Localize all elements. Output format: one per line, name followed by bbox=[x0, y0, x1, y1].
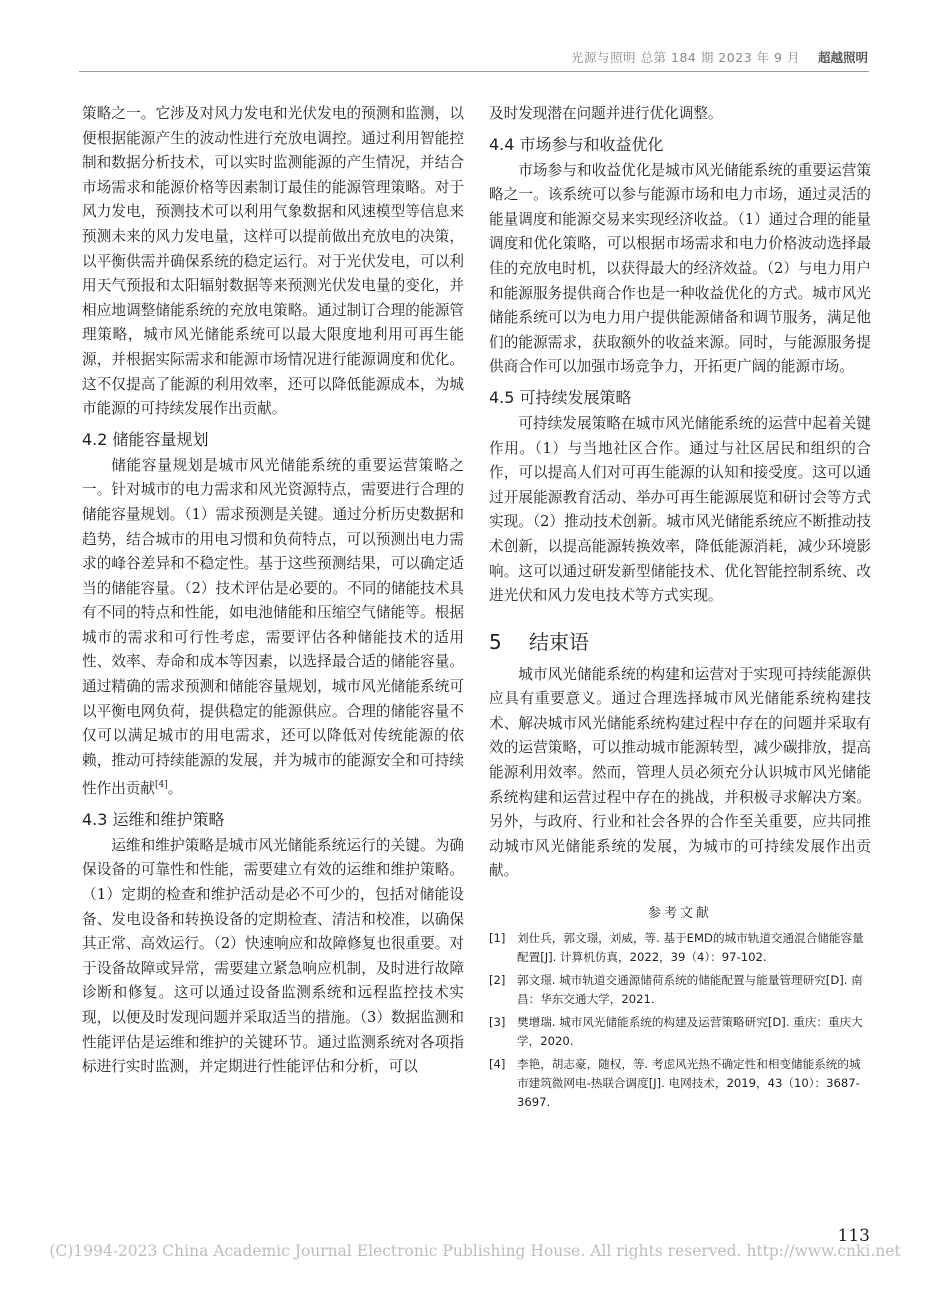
reference-number: [4] bbox=[489, 1057, 506, 1072]
paragraph-4-5: 可持续发展策略在城市风光储能系统的运营中起着关键作用。（1）与当地社区合作。通过与社区居民和组织的合作，可以提高人们对可再生能源的认知和接受度。这可以通过开展能源教育活动、举办可再生能源展览和研讨会等方式实现。（2）推动技术创新。城市风光储能系统应不断推动技术创新，以提高能源转换效率，降低能源消耗，减少环境影响。这可以通过研发新型储能技术、优化智能控制系统、改进光伏和风力发电技术等方式实现。 bbox=[489, 414, 871, 605]
header-rule bbox=[79, 71, 869, 72]
citation-4[interactable]: [4] bbox=[154, 780, 168, 791]
journal-info: 光源与照明 总第 184 期 2023 年 9 月 bbox=[571, 50, 800, 65]
references-title: 参考文献 bbox=[647, 906, 712, 922]
page-number: 113 bbox=[837, 1226, 870, 1246]
left-column bbox=[82, 102, 464, 1080]
paragraph-4-1-continued: 策略之一。它涉及对风力发电和光伏发电的预测和监测，以便根据能源产生的波动性进行充放电调控。通过利用智能控制和数据分析技术，可以实时监测能源的产生情况，并结合市场需求和能源价格等因素制订最佳的能源管理策略。对于风力发电，预测技术可以利用气象数据和风速模型等信息来预测未来的风力发电量，这样可以提前做出充放电的决策，以平衡供需并确保系统的稳定运行。对于光伏发电，可以利用天气预报和太阳辐射数据等来预测光伏发电量的变化，并相应地调整储能系统的充放电策略。通过制订合理的能源管理策略，城市风光储能系统可以最大限度地利用可再生能源，并根据实际需求和能源市场情况进行能源调度和优化。这不仅提高了能源的利用效率，还可以降低能源成本，为城市能源的可持续发展作出贡献。 bbox=[82, 105, 464, 418]
paragraph-4-2-end: 。 bbox=[167, 780, 183, 798]
reference-number: [3] bbox=[489, 1015, 506, 1030]
right-column bbox=[489, 102, 871, 1116]
reference-item bbox=[489, 1055, 871, 1112]
section-5-number: 5 bbox=[489, 629, 502, 654]
reference-text: 樊增瑞. 城市风光储能系统的构建及运营策略研究[D]. 重庆：重庆大学，2020. bbox=[517, 1015, 863, 1049]
reference-number: [1] bbox=[489, 931, 506, 946]
paragraph-4-3-continued: 及时发现潜在问题并进行优化调整。 bbox=[489, 105, 723, 122]
reference-list bbox=[489, 929, 871, 1112]
reference-text: 郭文璟. 城市轨道交通源储荷系统的储能配置与能量管理研究[D]. 南昌：华东交通大学，2021. bbox=[517, 973, 863, 1007]
paragraph-4-2 bbox=[82, 454, 464, 802]
reference-number: [2] bbox=[489, 973, 506, 988]
column-name: 超越照明 bbox=[817, 50, 868, 65]
reference-item bbox=[489, 1013, 871, 1051]
paragraph-4-2-text: 储能容量规划是城市风光储能系统的重要运营策略之一。针对城市的电力需求和风光资源特点，需要进行合理的储能容量规划。（1）需求预测是关键。通过分析历史数据和趋势，结合城市的用电习惯和负荷特点，可以预测出电力需求的峰谷差异和不稳定性。基于这些预测结果，可以确定适当的储能容量。（2）技术评估是必要的。不同的储能技术具有不同的特点和性能，如电池储能和压缩空气储能等。根据城市的需求和可行性考虑，需要评估各种储能技术的适用性、效率、寿命和成本等因素，以选择最合适的储能容量。通过精确的需求预测和储能容量规划，城市风光储能系统可以平衡电网负荷，提供稳定的能源供应。合理的储能容量不仅可以满足城市的用电需求，还可以降低对传统能源的依赖，推动可持续能源的发展，并为城市的能源安全和可持续性作出贡献 bbox=[82, 456, 464, 798]
reference-text: 刘仕兵，郭文璟，刘威，等. 基于EMD的城市轨道交通混合储能容量配置[J]. 计算机仿真，2022，39（4）：97-102. bbox=[517, 931, 864, 965]
reference-item bbox=[489, 929, 871, 967]
running-header bbox=[540, 46, 868, 68]
section-heading-4-5: 4.5 可持续发展策略 bbox=[489, 387, 632, 407]
section-5-title: 结束语 bbox=[529, 629, 589, 654]
section-heading-4-2: 4.2 储能容量规划 bbox=[82, 429, 209, 449]
copyright-watermark: (C)1994-2023 China Academic Journal Electronic Publishing House. All rights reserved. http://www.cnki.net bbox=[49, 1242, 901, 1260]
paragraph-conclusion: 城市风光储能系统的构建和运营对于实现可持续能源供应具有重要意义。通过合理选择城市风光储能系统构建技术、解决城市风光储能系统构建过程中存在的问题并采取有效的运营策略，可以推动城市能源转型，减少碳排放，提高能源利用效率。然而，管理人员必须充分认识城市风光储能系统构建和运营过程中存在的挑战，并积极寻求解决方案。另外，与政府、行业和社会各界的合作至关重要，应共同推动城市风光储能系统的发展，为城市的可持续发展作出贡献。 bbox=[489, 665, 871, 880]
paragraph-4-4: 市场参与和收益优化是城市风光储能系统的重要运营策略之一。该系统可以参与能源市场和电力市场，通过灵活的能量调度和能源交易来实现经济收益。（1）通过合理的能量调度和优化策略，可以根据市场需求和电力价格波动选择最佳的充放电时机，以获得最大的经济效益。（2）与电力用户和能源服务提供商合作也是一种收益优化的方式。城市风光储能系统可以为电力用户提供能源储备和调节服务，满足他们的能源需求，获取额外的收益来源。同时，与能源服务提供商合作可以加强市场竞争力，开拓更广阔的能源市场。 bbox=[489, 161, 871, 376]
section-heading-5 bbox=[489, 627, 871, 657]
reference-item bbox=[489, 971, 871, 1009]
section-heading-4-3: 4.3 运维和维护策略 bbox=[82, 809, 225, 829]
section-heading-4-4: 4.4 市场参与和收益优化 bbox=[489, 134, 664, 154]
paragraph-4-3: 运维和维护策略是城市风光储能系统运行的关键。为确保设备的可靠性和性能，需要建立有效的运维和维护策略。（1）定期的检查和维护活动是必不可少的，包括对储能设备、发电设备和转换设备的定期检查、清洁和校准，以确保其正常、高效运行。（2）快速响应和故障修复也很重要。对于设备故障或异常，需要建立紧急响应机制，及时进行故障诊断和修复。这可以通过设备监测系统和远程监控技术实现，以便及时发现问题并采取适当的措施。（3）数据监测和性能评估是运维和维护的关键环节。通过监测系统对各项指标进行实时监测，并定期进行性能评估和分析，可以 bbox=[82, 836, 464, 1076]
reference-text: 李艳，胡志豪，随权，等. 考虑风光热不确定性和相变储能系统的城市建筑微网电-热联合调度[J]. 电网技术，2019，43（10）：3687-3697. bbox=[517, 1057, 861, 1110]
